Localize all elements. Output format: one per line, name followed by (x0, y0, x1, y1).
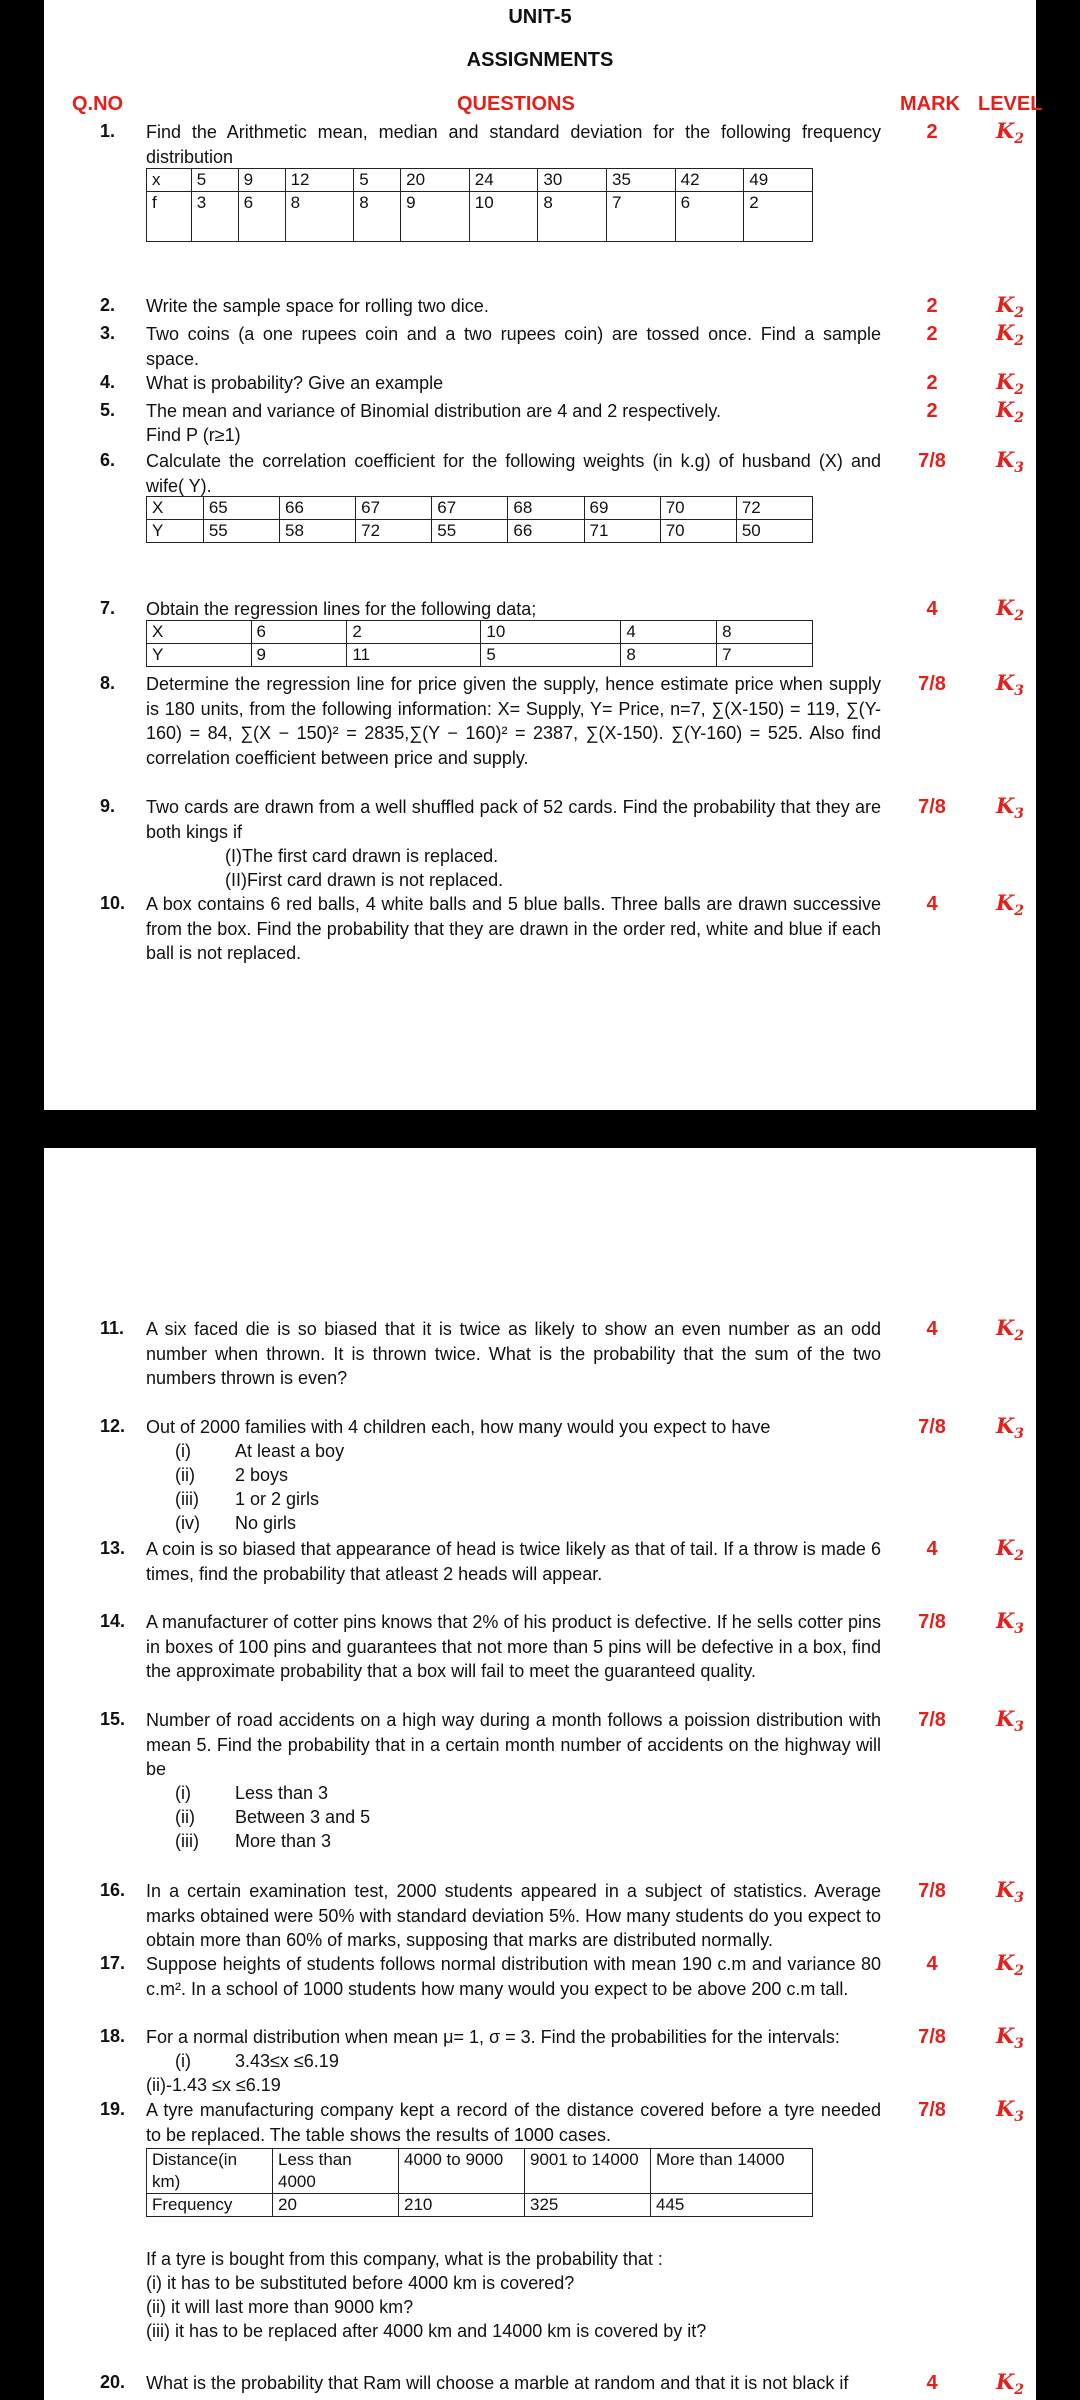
question-level: $K_2$ (995, 2369, 1024, 2399)
column-header-questions: QUESTIONS (457, 93, 575, 115)
question-subpart: (i) Less than 3 (175, 1783, 329, 1803)
regression-data-table (146, 620, 813, 667)
question-mark: 7/8 (918, 2099, 946, 2121)
question-mark: 7/8 (918, 673, 946, 695)
question-text: Suppose heights of students follows normal distribution with mean 190 c.m and variance 80 c.m². In a school of 1000 students how many would you expect to be above 200 c.m tall. (146, 1954, 881, 1999)
question-number: 3. (100, 323, 116, 343)
question-level: $K_3$ (995, 2096, 1024, 2126)
table-row: Y 9 11 5 8 7 (147, 644, 813, 667)
table-row: Y 55 58 72 55 66 71 70 50 (147, 520, 813, 543)
question-number: 9. (100, 796, 116, 816)
question-number: 14. (100, 1611, 126, 1631)
question-level: $K_2$ (995, 595, 1024, 625)
question-text: Write the sample space for rolling two dice. (146, 296, 489, 316)
question-text-line-2: Find P (r≥1) (146, 425, 241, 445)
question-number: 19. (100, 2099, 126, 2119)
question-mark: 4 (926, 2372, 938, 2394)
question-level: $K_3$ (995, 447, 1024, 477)
question-mark: 7/8 (918, 1709, 946, 1731)
question-number: 20. (100, 2372, 126, 2392)
question-subpart: (I)The first card drawn is replaced. (225, 846, 499, 866)
question-number: 8. (100, 673, 116, 693)
question-mark: 7/8 (918, 2026, 946, 2048)
question-text: What is the probability that Ram will choose a marble at random and that it is not black if (146, 2373, 849, 2393)
question-mark: 2 (926, 121, 938, 143)
question-level: $K_3$ (995, 1608, 1024, 1638)
frequency-table (146, 168, 813, 242)
question-level: $K_2$ (995, 1315, 1024, 1345)
table-row: f 3 6 8 8 9 10 8 7 6 2 (147, 192, 813, 242)
question-mark: 7/8 (918, 1611, 946, 1633)
question-text: Out of 2000 families with 4 children each, how many would you expect to have (146, 1417, 771, 1437)
question-number: 6. (100, 450, 116, 470)
question-number: 12. (100, 1416, 126, 1436)
question-number: 5. (100, 400, 116, 420)
page-1 (44, 0, 1043, 1110)
question-level: $K_2$ (995, 369, 1024, 399)
question-number: 10. (100, 893, 126, 913)
question-text: Find the Arithmetic mean, median and standard deviation for the following frequency distribution (146, 122, 881, 167)
question-level: $K_2$ (995, 292, 1024, 322)
question-number: 4. (100, 372, 116, 392)
question-mark: 2 (926, 400, 938, 422)
question-text: Two coins (a one rupees coin and a two rupees coin) are tossed once. Find a sample space. (146, 324, 881, 369)
question-followup: If a tyre is bought from this company, what is the probability that : (146, 2249, 663, 2269)
table-row: Distance(in km) Less than 4000 4000 to 9000 9001 to 14000 More than 14000 (147, 2149, 813, 2194)
question-number: 16. (100, 1880, 126, 1900)
question-level: $K_2$ (995, 397, 1024, 427)
question-text: Calculate the correlation coefficient for the following weights (in k.g) of husband (X) and wife( Y). (146, 451, 881, 496)
question-mark: 2 (926, 372, 938, 394)
question-text: The mean and variance of Binomial distribution are 4 and 2 respectively. (146, 401, 721, 421)
question-text: Obtain the regression lines for the following data; (146, 599, 537, 619)
column-header-qno: Q.NO (72, 93, 124, 115)
question-level: $K_2$ (995, 1950, 1024, 1980)
question-subpart: (ii) 2 boys (175, 1465, 289, 1485)
question-number: 15. (100, 1709, 126, 1729)
question-text: In a certain examination test, 2000 students appeared in a subject of statistics. Average marks obtained were 50% with standard deviation 5%. How many students do you expect to obtain more than 60% of marks, supposing that marks are distributed normally. (146, 1881, 881, 1950)
question-subpart: (iii) More than 3 (175, 1831, 332, 1851)
question-level: $K_3$ (995, 1706, 1024, 1736)
question-text: A box contains 6 red balls, 4 white balls and 5 blue balls. Three balls are drawn successive from the box. Find the probability that they are drawn in the order red, white and blue if each ball is not replaced. (146, 894, 881, 963)
question-level: $K_3$ (995, 2023, 1024, 2053)
question-mark: 7/8 (918, 450, 946, 472)
tyre-distance-table (146, 2148, 813, 2217)
page-2 (44, 1148, 1036, 2400)
assignments-heading: ASSIGNMENTS (466, 49, 614, 71)
question-mark: 4 (926, 598, 938, 620)
question-level: $K_3$ (995, 793, 1024, 823)
question-mark: 7/8 (918, 1416, 946, 1438)
question-subpart: (ii) Between 3 and 5 (175, 1807, 371, 1827)
column-header-level: LEVEL (978, 93, 1043, 115)
question-text: A six faced die is so biased that it is twice as likely to show an even number as an odd number when thrown. It is thrown twice. What is the probability that the sum of the two numbers thrown is even? (146, 1319, 881, 1388)
question-mark: 4 (926, 1953, 938, 1975)
question-text: Two cards are drawn from a well shuffled pack of 52 cards. Find the probability that they are both kings if (146, 797, 881, 842)
question-level: $K_2$ (995, 890, 1024, 920)
question-number: 11. (100, 1318, 125, 1338)
question-number: 18. (100, 2026, 126, 2046)
question-level: $K_2$ (995, 320, 1024, 350)
question-subpart: (i) 3.43≤x ≤6.19 (175, 2051, 339, 2071)
question-subpart: (ii) it will last more than 9000 km? (146, 2297, 414, 2317)
question-level: $K_3$ (995, 1413, 1024, 1443)
question-subpart: (ii)-1.43 ≤x ≤6.19 (146, 2075, 281, 2095)
question-subpart: (iii) it has to be replaced after 4000 km and 14000 km is covered by it? (146, 2321, 707, 2341)
question-number: 7. (100, 598, 116, 618)
question-text: A manufacturer of cotter pins knows that 2% of his product is defective. If he sells cotter pins in boxes of 100 pins and guarantees that not more than 5 pins will be defective in a box, find the approximate probability that a box will fail to meet the guaranteed quality. (146, 1612, 881, 1681)
table-row: X 6 2 10 4 8 (147, 621, 813, 644)
question-text: A tyre manufacturing company kept a record of the distance covered before a tyre needed to be replaced. The table shows the results of 1000 cases. (146, 2100, 881, 2145)
question-mark: 7/8 (918, 1880, 946, 1902)
column-header-mark: MARK (900, 93, 960, 115)
question-mark: 4 (926, 1538, 938, 1560)
question-subpart: (i) it has to be substituted before 4000 km is covered? (146, 2273, 575, 2293)
question-level: $K_3$ (995, 1877, 1024, 1907)
weights-table (146, 496, 813, 543)
question-number: 2. (100, 295, 116, 315)
question-mark: 7/8 (918, 796, 946, 818)
question-text: Determine the regression line for price given the supply, hence estimate price when supply is 180 units, from the following information: X= Supply, Y= Price, n=7, ∑(X-150) = 119, ∑(Y-160) = 84, ∑(X − 150)² = 2835,∑(Y − 160)² = 2387, ∑(X-150). ∑(Y-160) = 525. Also find correlation coefficient between price and supply. (146, 674, 881, 768)
table-row: x 5 9 12 5 20 24 30 35 42 49 (147, 169, 813, 192)
question-level: $K_2$ (995, 1535, 1024, 1565)
question-subpart: (II)First card drawn is not replaced. (225, 870, 504, 890)
question-level: $K_2$ (995, 118, 1024, 148)
table-row: Frequency 20 210 325 445 (147, 2194, 813, 2217)
question-subpart: (iv) No girls (175, 1513, 297, 1533)
question-level: $K_3$ (995, 670, 1024, 700)
question-text: A coin is so biased that appearance of head is twice likely as that of tail. If a throw is made 6 times, find the probability that atleast 2 heads will appear. (146, 1539, 881, 1584)
question-subpart: (iii) 1 or 2 girls (175, 1489, 320, 1509)
question-number: 17. (100, 1953, 126, 1973)
question-mark: 4 (926, 893, 938, 915)
question-subpart: (i) At least a boy (175, 1441, 345, 1461)
table-row: X 65 66 67 67 68 69 70 72 (147, 497, 813, 520)
question-number: 1. (100, 121, 116, 141)
question-mark: 4 (926, 1318, 938, 1340)
question-mark: 2 (926, 323, 938, 345)
question-mark: 2 (926, 295, 938, 317)
question-number: 13. (100, 1538, 126, 1558)
question-text: Number of road accidents on a high way during a month follows a poission distribution with mean 5. Find the probability that in a certain month number of accidents on the highway will be (146, 1710, 881, 1779)
unit-title: UNIT-5 (508, 6, 572, 28)
question-text: For a normal distribution when mean μ= 1, σ = 3. Find the probabilities for the intervals: (146, 2027, 840, 2047)
question-text: What is probability? Give an example (146, 373, 444, 393)
